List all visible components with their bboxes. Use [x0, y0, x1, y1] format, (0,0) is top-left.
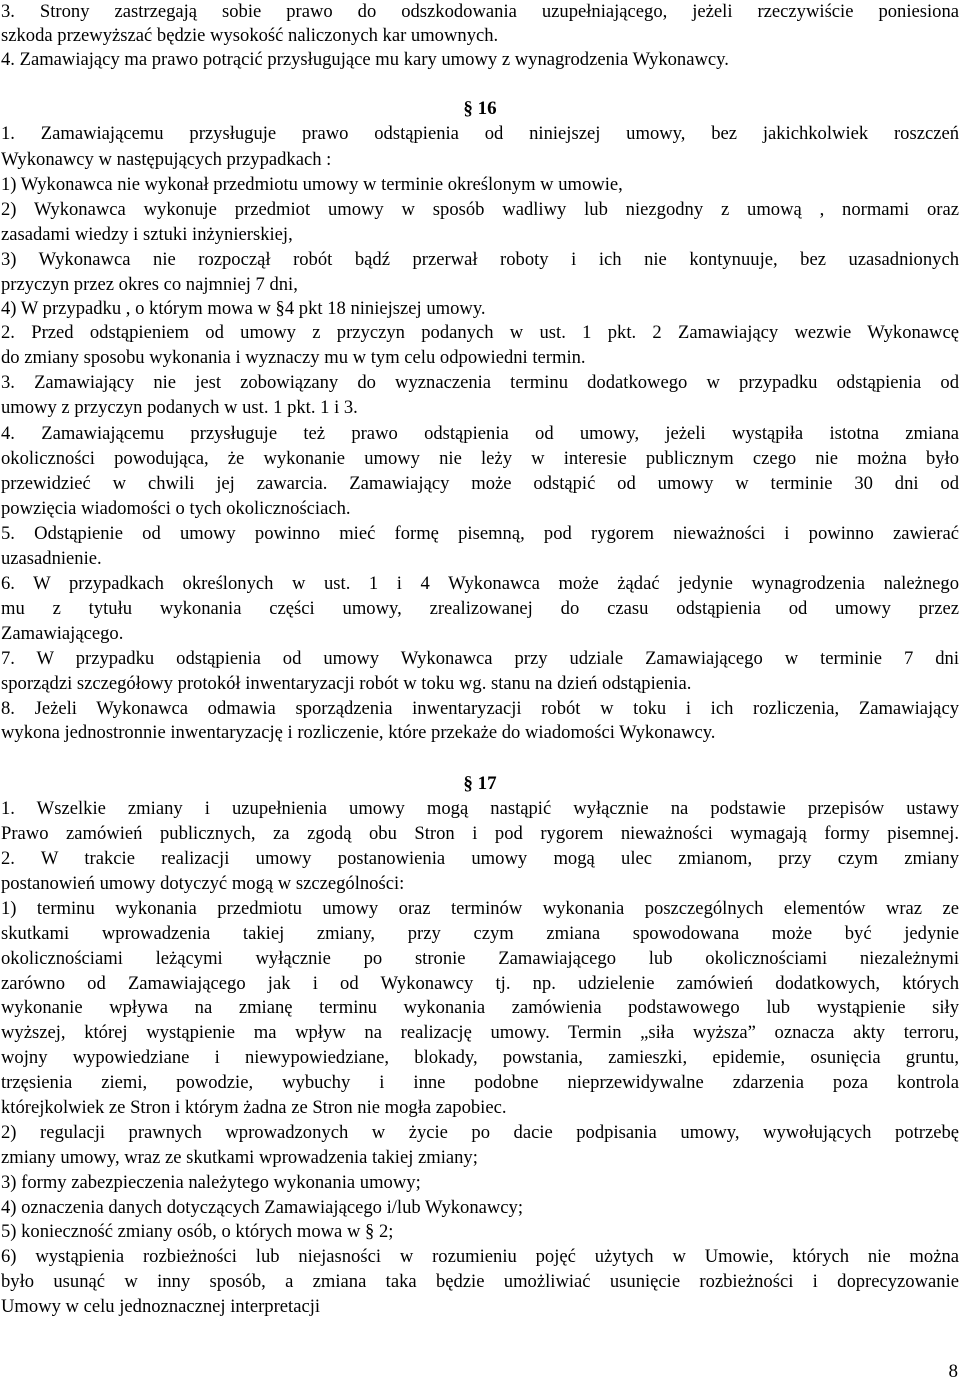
- text-line: 3) Wykonawca nie rozpoczął robót bądź przerwał roboty i ich nie kontynuuje, bez uzasadnionych: [1, 249, 959, 270]
- text-line: postanowień umowy dotyczyć mogą w szczególności:: [1, 873, 405, 894]
- text-line: Umowy w celu jednoznacznej interpretacji: [1, 1296, 321, 1317]
- text-line: wojny wypowiedziane i niewypowiedziane, blokady, powstania, zamieszki, epidemie, osunięcia gruntu,: [1, 1047, 959, 1068]
- text-line: 1. Zamawiającemu przysługuje prawo odstąpienia od niniejszej umowy, bez jakichkolwiek roszczeń: [1, 123, 959, 144]
- text-line: 6. W przypadkach określonych w ust. 1 i 4 Wykonawca może żądać jedynie wynagrodzenia należnego: [1, 573, 959, 594]
- text-line: Prawo zamówień publicznych, za zgodą obu Stron i pod rygorem nieważności wymagają formy pisemnej.: [1, 823, 959, 844]
- text-line: wykonanie wpływa na zmianę terminu wykonania zamówienia podstawowego lub wystąpienie siły: [1, 997, 959, 1018]
- text-line: 1. Wszelkie zmiany i uzupełnienia umowy mogą nastąpić wyłącznie na podstawie przepisów ustawy: [1, 798, 959, 819]
- text-line: 2. Przed odstąpieniem od umowy z przyczyn podanych w ust. 1 pkt. 2 Zamawiający wezwie Wykonawcę: [1, 322, 959, 343]
- text-line: umowy z przyczyn podanych w ust. 1 pkt. 1 i 3.: [1, 397, 358, 418]
- text-line: 4. Zamawiającemu przysługuje też prawo odstąpienia od umowy, jeżeli wystąpiła istotna zmiana: [1, 423, 959, 444]
- text-line: zasadami wiedzy i sztuki inżynierskiej,: [1, 224, 293, 245]
- text-line: 8. Jeżeli Wykonawca odmawia sporządzenia inwentaryzacji robót w toku i ich rozliczenia, Zamawiający: [1, 698, 959, 719]
- text-line: mu z tytułu wykonania części umowy, zrealizowanej do czasu odstąpienia od umowy przez: [1, 598, 959, 619]
- text-line: 2) Wykonawca wykonuje przedmiot umowy w sposób wadliwy lub niezgodny z umową , normami oraz: [1, 199, 959, 220]
- section-heading-17: § 17: [463, 773, 497, 794]
- text-line: 1) Wykonawca nie wykonał przedmiotu umowy w terminie określonym w umowie,: [1, 174, 623, 195]
- text-line: 3. Strony zastrzegają sobie prawo do odszkodowania uzupełniającego, jeżeli rzeczywiście poniesiona: [1, 1, 959, 22]
- text-line: 3. Zamawiający nie jest zobowiązany do wyznaczenia terminu dodatkowego w przypadku odstąpienia od: [1, 372, 959, 393]
- text-line: 1) terminu wykonania przedmiotu umowy oraz terminów wykonania poszczególnych elementów wraz ze: [1, 898, 959, 919]
- text-line: zmiany umowy, wraz ze skutkami wprowadzenia takiej zmiany;: [1, 1147, 478, 1168]
- text-line: okoliczności powodująca, że wykonanie umowy nie leży w interesie publicznym czego nie można było: [1, 448, 959, 469]
- text-line: przewidzieć w chwili jej zawarcia. Zamawiający może odstąpić od umowy w terminie 30 dni od: [1, 473, 959, 494]
- text-line: skutkami wprowadzenia takiej zmiany, przy czym zmiana spowodowana może być jedynie: [1, 923, 959, 944]
- page-number: 8: [948, 1361, 958, 1382]
- text-line: 4) oznaczenia danych dotyczących Zamawiającego i/lub Wykonawcy;: [1, 1197, 524, 1218]
- text-line: 7. W przypadku odstąpienia od umowy Wykonawca przy udziale Zamawiającego w terminie 7 dni: [1, 648, 959, 669]
- text-line: Zamawiającego.: [1, 623, 124, 644]
- text-line: 6) wystąpienia rozbieżności lub niejasności w rozumieniu pojęć użytych w Umowie, których nie można: [1, 1246, 959, 1267]
- text-line: powzięcia wiadomości o tych okolicznościach.: [1, 498, 351, 519]
- text-line: sporządzi szczegółowy protokół inwentaryzacji robót w toku wg. stanu na dzień odstąpienia.: [1, 673, 692, 694]
- text-line: 4) W przypadku , o którym mowa w §4 pkt 18 niniejszej umowy.: [1, 298, 486, 319]
- text-line: do zmiany sposobu wykonania i wyznaczy mu w tym celu odpowiedni termin.: [1, 347, 586, 368]
- text-line: trzęsienia ziemi, powodzie, wybuchy i inne podobne nieprzewidywalne zdarzenia poza kontrola: [1, 1072, 959, 1093]
- text-line: 4. Zamawiający ma prawo potrącić przysługujące mu kary umowy z wynagrodzenia Wykonawcy.: [1, 49, 729, 70]
- text-line: zarówno od Zamawiającego jak i od Wykonawcy tj. np. udzielenie zamówień dodatkowych, których: [1, 973, 959, 994]
- section-heading-16: § 16: [463, 98, 497, 119]
- text-line: 2. W trakcie realizacji umowy postanowienia umowy mogą ulec zmianom, przy czym zmiany: [1, 848, 959, 869]
- text-line: 3) formy zabezpieczenia należytego wykonania umowy;: [1, 1172, 421, 1193]
- text-line: przyczyn przez okres co najmniej 7 dni,: [1, 274, 298, 295]
- text-line: było usunąć w inny sposób, a zmiana taka będzie umożliwiać usunięcie rozbieżności i doprecyzowanie: [1, 1271, 959, 1292]
- text-line: szkoda przewyższać będzie wysokość naliczonych kar umownych.: [1, 25, 499, 46]
- text-line: wykona jednostronnie inwentaryzację i rozliczenie, które przekaże do wiadomości Wykonawcy.: [1, 722, 716, 743]
- text-line: Wykonawcy w następujących przypadkach :: [1, 149, 332, 170]
- text-line: uzasadnienie.: [1, 548, 102, 569]
- text-line: 5. Odstąpienie od umowy powinno mieć formę pisemną, pod rygorem nieważności i powinno zawierać: [1, 523, 959, 544]
- text-line: 5) konieczność zmiany osób, o których mowa w § 2;: [1, 1221, 394, 1242]
- text-line: 2) regulacji prawnych wprowadzonych w życie po dacie podpisania umowy, wywołujących potrzebę: [1, 1122, 959, 1143]
- text-line: wyższej, której wystąpienie ma wpływ na realizację umowy. Termin „siła wyższa” oznacza akty terroru,: [1, 1022, 959, 1043]
- text-line: okolicznościami leżącymi wyłącznie po stronie Zamawiającego lub okolicznościami niezależnymi: [1, 948, 959, 969]
- text-line: którejkolwiek ze Stron i którym żadna ze Stron nie mogła zapobiec.: [1, 1097, 507, 1118]
